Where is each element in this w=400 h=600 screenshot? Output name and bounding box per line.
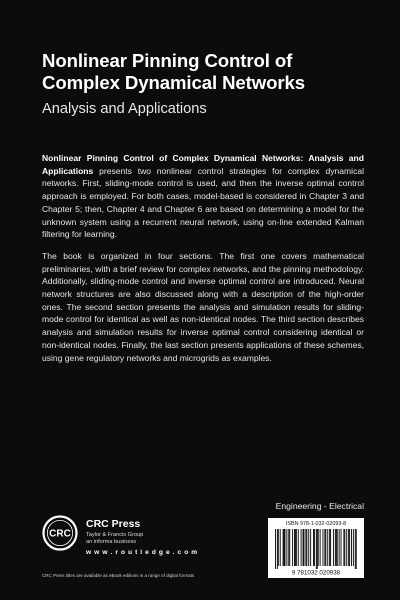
barcode-bar	[351, 529, 352, 566]
book-title-line-1: Nonlinear Pinning Control of	[42, 50, 293, 71]
barcode-bar	[289, 529, 290, 566]
barcode-bar	[294, 529, 295, 566]
barcode-bar	[316, 529, 317, 569]
publisher-name: CRC Press	[86, 518, 141, 530]
barcode-bar	[337, 529, 338, 566]
book-title-line-2: Complex Dynamical Networks	[42, 72, 305, 93]
barcode-bar	[303, 529, 304, 566]
barcode-bar	[278, 529, 279, 566]
barcode-bar	[355, 529, 356, 569]
barcode-bar	[295, 529, 296, 566]
description-paragraph-1-text: presents two nonlinear control strategies for complex dynamical networks. First, sliding-mode control is used, and then the inverse optimal control approach is employed. For both cases, model-based is considered in Chapter 3 and Chapter 5; then, Chapter 4 and Chapter 6 are based on determining a model for the unknown system using a recurrent neural network, using on-line extended Kalman filtering for learning.	[42, 165, 364, 240]
barcode-bar	[317, 529, 318, 569]
barcode-bar	[348, 529, 349, 566]
book-description	[42, 152, 364, 373]
barcode-bar	[323, 529, 324, 566]
subject-category: Engineering - Electrical	[275, 501, 364, 511]
barcode-bar	[341, 529, 342, 566]
publisher-website-link[interactable]: w w w . r o u t l e d g e . c o m	[86, 549, 198, 556]
barcode-bar	[288, 529, 289, 566]
description-paragraph-1	[42, 152, 364, 241]
barcode-bar	[301, 529, 302, 566]
barcode-bar	[285, 529, 286, 566]
barcode-bar	[304, 529, 305, 566]
barcode-bar	[336, 529, 337, 566]
svg-text:CRC: CRC	[49, 528, 71, 540]
publisher-block	[42, 515, 202, 555]
isbn-barcode	[268, 518, 364, 578]
barcode-bar	[344, 529, 345, 566]
barcode-bar	[320, 529, 321, 566]
barcode-bar	[314, 529, 315, 566]
barcode-bar	[310, 529, 311, 566]
barcode-bar	[343, 529, 344, 566]
barcode-digits: 9 781032 020938	[291, 569, 341, 576]
barcode-bar	[356, 529, 357, 569]
description-title-emphasis: Nonlinear Pinning Control of Complex Dynamical Networks: Analysis and Applications	[42, 153, 364, 176]
barcode-bar	[283, 529, 284, 566]
barcode-bar	[324, 529, 325, 566]
barcode-bar	[333, 529, 334, 566]
barcode-bar	[308, 529, 309, 566]
barcode-bar	[306, 529, 307, 566]
publisher-group: Taylor & Francis Group	[86, 532, 144, 538]
barcode-bar	[298, 529, 299, 566]
barcode-bar	[313, 529, 314, 566]
book-subtitle: Analysis and Applications	[42, 101, 207, 117]
barcode-bar	[296, 529, 297, 566]
barcode-bar	[353, 529, 354, 566]
crc-press-logo-icon	[42, 515, 78, 551]
ebook-footnote: CRC Press titles are available as eBook editions in a range of digital formats	[42, 573, 195, 578]
barcode-bar	[325, 529, 326, 566]
barcode-bar	[292, 529, 293, 566]
barcode-bar	[335, 529, 336, 566]
barcode-icon	[271, 529, 361, 576]
description-paragraph-2: The book is organized in four sections. The first one covers mathematical preliminaries, with a brief review for complex networks, and the pinning methodology. Additionally, sliding-mode control and inverse optimal control are introduced. Neural network structures are also discussed along with a description of the high-order ones. The second section presents the analysis and simulation results for sliding-mode control for identical as well as non-identical nodes. The third section describes analysis and simulation results for inverse optimal control considering identical or non-identical nodes. Finally, the last section presents applications of these schemes, using gene regulatory networks and microgrids as examples.	[42, 250, 364, 363]
barcode-bar	[330, 529, 331, 566]
barcode-bar	[286, 529, 287, 566]
barcode-bar	[280, 529, 281, 566]
barcode-bar	[339, 529, 340, 566]
barcode-bar	[305, 529, 306, 566]
barcode-bar	[327, 529, 328, 566]
barcode-bar	[277, 529, 278, 569]
barcode-bar	[275, 529, 276, 569]
barcode-bar	[284, 529, 285, 566]
title-block	[42, 50, 372, 118]
publisher-business: an informa business	[86, 539, 137, 545]
isbn-label: ISBN 978-1-032-02093-8	[285, 521, 347, 527]
barcode-bar	[346, 529, 347, 566]
barcode-bar	[318, 529, 319, 566]
barcode-bar	[329, 529, 330, 566]
barcode-bar	[349, 529, 350, 566]
